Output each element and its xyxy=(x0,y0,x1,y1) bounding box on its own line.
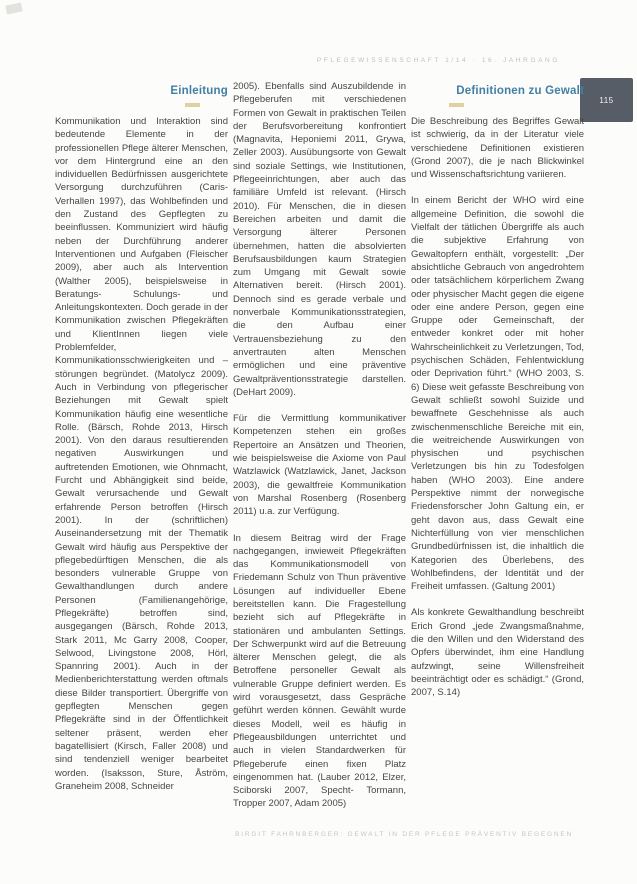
column-left xyxy=(55,84,228,806)
section-heading-definitionen: Definitionen zu Gewalt xyxy=(456,85,584,97)
body-paragraph: Kommunikation und Interaktion sind bedeutende Elemente in der professionellen Pflege älterer Menschen, vor dem Hintergrund eine an den individuellen Bedürfnissen ausgerichtete Versorgung durchzuführen (Caris-Verhallen 1997), das Wohlbefinden und den Zustand des Gepflegten zu beeinflussen. Kommuniziert wird häufig neben der Durchführung anderer Interventionen und Aufgaben (Fleischer 2009), aber auch als Intervention (Walther 2005), beispielsweise in Beratungs- Schulungs- und Anleitungskontexten. Doch gerade in der Kommunikation zwischen Pflegekräften und KlientInnen liegen viele Problemfelder, Kommunikationsschwierigkeiten und –störungen begründet. (Matolycz 2009). Auch in Verbindung von pflegerischer Beziehungen mit Gewalt spielt Kommunikation häufig eine wesentliche Rolle. (Bärsch, Rohde 2013, Hirsch 2001). Von den daraus resultierenden negativen Auswirkungen und auftretenden Emotionen, wie Ohnmacht, Furcht und Abhängigkeit sind beide, Gewalt verursachende und Gewalt erfahrende Person betroffen (Hirsch 2001). In der (schriftlichen) Auseinandersetzung mit der Thematik Gewalt wird häufig aus Perspektive der pflegebedürftigen Menschen, die als besonders vulnerable Gruppe von Gewalthandlungen durch andere Personen (Familienangehörige, Pflegekräfte) betroffen sind, ausgegangen (Bärsch, Rohde 2013, Stark 2011, Mc Garry 2008, Cooper, Selwood, Livingstone 2008, Hörl, Spannring 2001). Auch in der Medienberichterstattung werden oftmals diese Bilder transportiert. Übergriffe von gepflegten Menschen gegen Pflegekräfte sind in der Öffentlichkeit seltener präsent, werden eher bagatellisiert (Kirsch, Faller 2008) und sind tendenziell weniger bearbeitet worden. (Isaksson, Sture, Åström, Graneheim 2008, Schneider xyxy=(55,116,228,792)
running-footer: BIRGIT FAHRNBERGER: GEWALT IN DER PFLEGE PRÄVENTIV BEGEGNEN xyxy=(235,831,573,838)
column-right xyxy=(411,84,584,712)
section-heading-einleitung: Einleitung xyxy=(170,85,228,97)
heading-accent-dash xyxy=(185,103,200,107)
body-paragraph: Die Beschreibung des Begriffes Gewalt ist schwierig, da in der Literatur viele verschiedene Definitionen existieren (Grond 2007), die je nach Blickwinkel und Wissenschaftsrichtung variieren. xyxy=(411,116,584,181)
scan-corner-artifact xyxy=(5,2,23,14)
body-paragraph: In diesem Beitrag wird der Frage nachgegangen, inwieweit Pflegekräften das Kommunikationsmodell von Friedemann Schulz von Thun präventive Lösungen auf individueller Ebene bereitstellen kann. Die Fragestellung bezieht sich auf Pflegekräfte in stationären und ambulanten Settings. Der Schwerpunkt wird auf die Betreuung älterer Menschen gelegt, die als Betroffene personeller Gewalt als vulnerable Gruppe definiert werden. Es wird vorausgesetzt, dass Gespräche geführt werden können. Gewählt wurde dieses Modell, weil es häufig in Pflegeausbildungen unterrichtet und auch in vielen Standardwerken für Pflegeberufe einen fixen Platz eingenommen hat. (Lauber 2012, Elzer, Sciborski 2007, Specht- Tormann, Tropper 2007, Adam 2005) xyxy=(233,532,406,810)
column-middle xyxy=(233,80,406,824)
body-paragraph: Für die Vermittlung kommunikativer Kompetenzen stehen ein großes Repertoire an Ansätzen und Theorien, wie beispielsweise die Axiome von Paul Watzlawick (Watzlawick, Janet, Jackson 2003), die gewaltfreie Kommunikation von Marshal Rosenberg (Rosenberg 2011) u.a. zur Verfügung. xyxy=(233,413,406,518)
body-paragraph: In einem Bericht der WHO wird eine allgemeine Definition, die sowohl die Vielfalt der tätlichen Übergriffe als auch die subjektive Erfahrung von Gewaltopfern enthält, vorgestellt: „Der absichtliche Gebrauch von angedrohtem oder tatsächlichem körperlichem Zwang oder physischer Macht gegen die eigene oder eine andere Person, gegen eine Gruppe oder Gemeinschaft, der entweder konkret oder mit hoher Wahrscheinlichkeit zu Verletzungen, Tod, psychischen Schäden, Fehlentwicklung oder Deprivation führt.“ (WHO 2003, S. 6) Diese weit gefasste Beschreibung von Gewalt schließt sowohl Suizide und bewaffnete Geschehnisse als auch zwischenmenschliche Bereiche mit ein, die weitreichende Auswirkungen von physischen und psychischen Verletzungen bis hin zu Todesfolgen haben (WHO 2003). Eine andere Perspektive nimmt der norwegische Friedensforscher John Galtung ein, er geht davon aus, dass Gewalt eine Nichterfüllung von vier menschlichen Grundbedürfnissen ist, die inhaltlich die Kategorien des Überlebens, des Wohlbefindens, der Identität und der Freiheit umfassen. (Galtung 2001) xyxy=(411,195,584,593)
body-paragraph: Als konkrete Gewalthandlung beschreibt Erich Grond „jede Zwangsmaßnahme, die den Willen und den Widerstand des Opfers überwindet, ihm eine Handlung aufzwingt, seine Willensfreiheit beeinträchtigt oder es schädigt.“ (Grond, 2007, S.14) xyxy=(411,607,584,699)
running-header: PFLEGEWISSENSCHAFT 1/14 · 16. JAHRGANG xyxy=(316,57,560,64)
heading-accent-dash xyxy=(449,103,464,107)
page-number-badge: 115 xyxy=(580,78,633,122)
body-paragraph: 2005). Ebenfalls sind Auszubildende in Pflegeberufen mit verschiedenen Formen von Gewalt in praktischen Teilen der Berufsvorbereitung konfrontiert (Magnavita, Heponiemi 2011, Grywa, Zeller 2003). Ausübungsorte von Gewalt sind soziale Settings, wie Institutionen, Pflegeeinrichtungen, aber auch das familiäre Umfeld ist relevant. (Hirsch 2010). Für Menschen, die in diesen Bereichen arbeiten und damit die Versorgung älterer Personen übernehmen, hatten die absolvierten Berufsausbildungen kaum Strategien zum Umgang mit Gewalt sowie Alternativen bereit. (Hirsch 2001). Dennoch sind es gerade verbale und nonverbale Kommunikationsstrategien, die den Aufbau einer Vertrauensbeziehung zu den anvertrauten alten Menschen ermöglichen und eine präventive Gewaltpräventionsstrategie darstellen. (DeHart 2009). xyxy=(233,81,406,398)
